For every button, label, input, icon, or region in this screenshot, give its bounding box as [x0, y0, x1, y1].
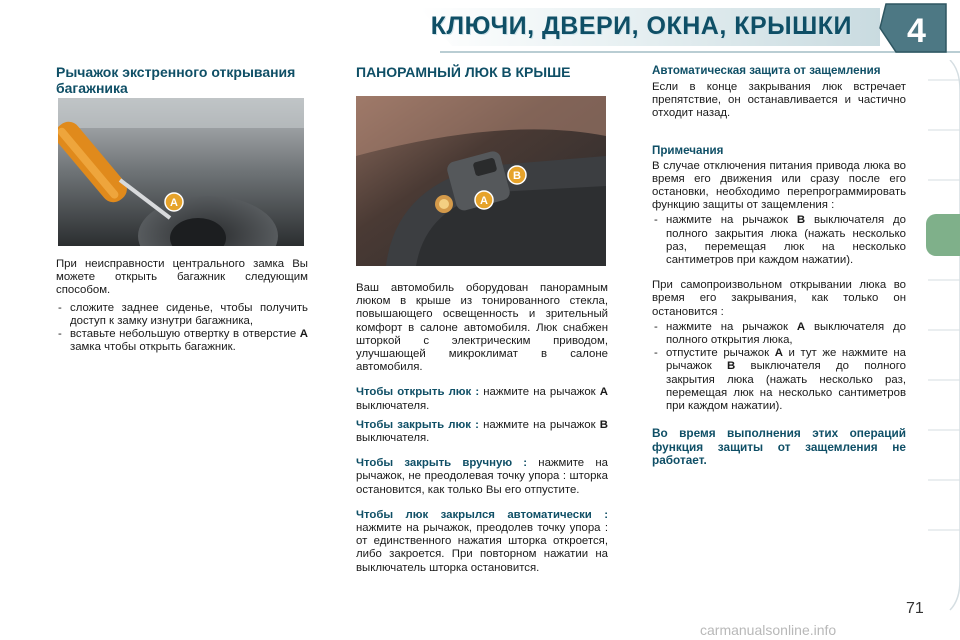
- notes-step-1: - нажмите на рычажок B выключателя до полного закрытия люка (нажать несколько раз, перемещая люк на несколько сантиметров при каждом нажатии).: [652, 214, 906, 267]
- notes-text: В случае отключения питания привода люка во время его движения или сразу после его остановки, необходимо перепрограммировать функцию защиты от защемления :: [652, 159, 906, 212]
- close-instruction: Чтобы закрыть люк : нажмите на рычажок B выключателя.: [356, 418, 608, 445]
- warning-text: Во время выполнения этих операций функция защиты от защемления не работает.: [652, 426, 906, 468]
- trunk-step-1: - сложите заднее сиденье, чтобы получить доступ к замку изнутри багажника,: [56, 302, 308, 328]
- photo-label-a2: A: [480, 195, 488, 207]
- column-anti-pinch: [652, 64, 906, 468]
- page-title: КЛЮЧИ, ДВЕРИ, ОКНА, КРЫШКИ: [430, 12, 852, 40]
- anti-pinch-text: Если в конце закрывания люк встречает препятствие, он останавливается и частично отходит назад.: [652, 80, 906, 119]
- sunroof-text: [356, 282, 608, 575]
- chapter-tab-active[interactable]: [926, 214, 960, 256]
- sunroof-heading: ПАНОРАМНЫЙ ЛЮК В КРЫШЕ: [356, 64, 571, 80]
- self-open-step-1: - нажмите на рычажок A выключателя до полного открытия люка,: [652, 321, 906, 347]
- key-b: B: [599, 418, 608, 431]
- notes-heading: Примечания: [652, 144, 724, 158]
- watermark: carmanualsonline.info: [700, 622, 837, 638]
- sunroof-switch-photo: [356, 96, 606, 266]
- trunk-lock-photo: [58, 98, 304, 246]
- manual-instruction: Чтобы закрыть вручную : нажмите на рычажок, не преодолевая точку упора : шторка остановится, как только Вы его отпустите.: [356, 457, 608, 496]
- key-a: A: [599, 386, 608, 399]
- trunk-text: [56, 258, 308, 354]
- self-open-text: При самопроизвольном открывании люка во время его закрывания, как только он остановится :: [652, 279, 906, 318]
- anti-pinch-heading: Автоматическая защита от защемления: [652, 64, 881, 77]
- page-header: [0, 0, 960, 60]
- chapter-number: 4: [907, 12, 926, 50]
- column-trunk: [56, 64, 308, 96]
- photo-label-b: B: [513, 170, 521, 182]
- column-sunroof: [356, 64, 608, 80]
- auto-instruction: Чтобы люк закрылся автоматически : нажмите на рычажок, преодолев точку упора : от единственного нажатия шторка откроется, либо закроется. При повторном нажатии на выключатель шторка остановится.: [356, 508, 608, 574]
- page-number: 71: [906, 600, 924, 617]
- trunk-heading: Рычажок экстренного открывания багажника: [56, 64, 296, 96]
- trunk-intro: При неисправности центрального замка Вы можете открыть багажник следующим способом.: [56, 258, 308, 297]
- sunroof-intro: Ваш автомобиль оборудован панорамным люком в крыше из тонированного стекла, повышающего освещенность и зрительный комфорт в салоне автомобиля. Люк снабжен шторкой с электрическим приводом, улучшающей микроклимат в салоне автомобиля.: [356, 282, 608, 374]
- tabs-rail: [920, 60, 960, 620]
- key-a: A: [299, 328, 308, 341]
- trunk-step-2: - вставьте небольшую отвертку в отверстие A замка чтобы открыть багажник.: [56, 328, 308, 354]
- open-instruction: Чтобы открыть люк : нажмите на рычажок A выключателя.: [356, 386, 608, 412]
- photo-label-a: A: [170, 197, 178, 209]
- self-open-step-2: - отпустите рычажок A и тут же нажмите на рычажок B выключателя до полного закрытия люка (нажать несколько раз, перемещая люк на несколько сантиметров при каждом нажатии).: [652, 347, 906, 413]
